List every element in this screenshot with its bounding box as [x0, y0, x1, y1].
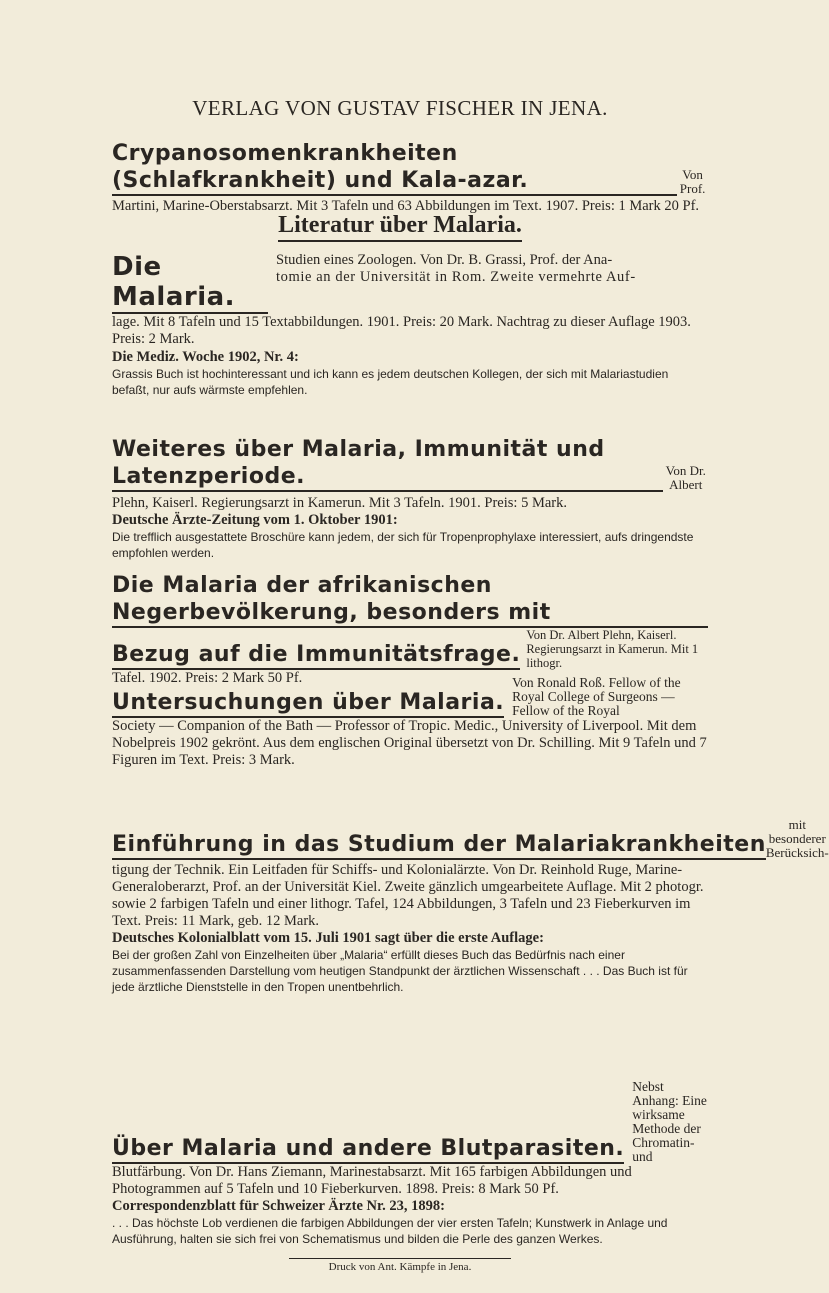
review-source: Deutsches Kolonialblatt vom 15. Juli 1901 sagt über die erste Auflage:	[112, 930, 544, 946]
review-text: Grassis Buch ist hochinteressant und ich kann es jedem deutschen Kollegen, der sich mit Malariastudien befaßt, nur aufs wärmste empfehlen.	[112, 367, 669, 397]
review-source: Deutsche Ärzte-Zeitung vom 1. Oktober 1901:	[112, 512, 398, 528]
printer-footer-text: Druck von Ant. Kämpfe in Jena.	[289, 1258, 512, 1273]
review-text: . . . Das höchste Lob verdienen die farbigen Abbildungen der vier ersten Tafeln; Kunstwerk in Anlage und Ausführung, halten sie sich frei von Schematismus und bilden die Perle des ganzen Werkes.	[112, 1216, 668, 1246]
entry-body: Blutfärbung. Von Dr. Hans Ziemann, Marinestabsarzt. Mit 165 farbigen Abbildungen und Photogrammen auf 5 Tafeln und 10 Fieberkurven. 1898. Preis: 8 Mark 50 Pf.	[112, 1164, 632, 1197]
entry-side-text: Von Dr. Albert	[665, 463, 706, 492]
entry-trypanosomen	[112, 140, 708, 215]
entry-title: Weiteres über Malaria, Immunität und Latenzperiode.	[112, 436, 663, 492]
entry-title: Crypanosomenkrankheiten (Schlafkrankheit) und Kala-azar.	[112, 140, 677, 196]
entry-plehn-weiteres	[112, 436, 708, 561]
review-text: Bei der großen Zahl von Einzelheiten über „Malaria“ erfüllt dieses Buch das Bedürfnis nach einer zusammenfassenden Darstellung vom heutigen Standpunkt der ärztlichen Wissenschaft . . . Das Buch ist für jede ärztliche Dienststelle in den Tropen unentbehrlich.	[112, 948, 688, 994]
review-source: Die Mediz. Woche 1902, Nr. 4:	[112, 349, 299, 365]
entry-side-text: Nebst Anhang: Eine wirksame Methode der Chromatin- und	[632, 1079, 707, 1164]
publisher-header: VERLAG VON GUSTAV FISCHER IN JENA.	[192, 96, 608, 120]
entry-side-text: Von Ronald Roß. Fellow of the Royal College of Surgeons — Fellow of the Royal	[512, 675, 681, 718]
entry-title: Die Malaria.	[112, 252, 268, 314]
entry-side-text: Von Prof.	[679, 167, 706, 196]
entry-ruge	[112, 817, 829, 995]
entry-body: Plehn, Kaiserl. Regierungsarzt in Kamerun. Mit 3 Tafeln. 1901. Preis: 5 Mark.	[112, 495, 567, 511]
entry-title: Über Malaria und andere Blutparasiten.	[112, 1135, 624, 1164]
section-title	[0, 212, 800, 239]
entry-side-text: mit besonderer Berücksich-	[765, 817, 829, 860]
entry-title: Untersuchungen über Malaria.	[112, 689, 504, 718]
entry-body: lage. Mit 8 Tafeln und 15 Textabbildungen. 1901. Preis: 20 Mark. Nachtrag zu dieser Auflage 1903. Preis: 2 Mark.	[112, 314, 691, 347]
entry-body: Tafel. 1902. Preis: 2 Mark 50 Pf.	[112, 670, 303, 686]
printer-footer	[0, 1261, 800, 1273]
entry-ross	[112, 676, 708, 769]
entry-side-line-2: tomie an der Universität in Rom. Zweite vermehrte Auf-	[276, 269, 636, 285]
entry-title-line-2: Bezug auf die Immunitätsfrage.	[112, 641, 520, 670]
entry-side-text	[276, 252, 636, 314]
entry-ziemann	[112, 1080, 708, 1247]
review-text: Die trefflich ausgestattete Broschüre kann jedem, der sich für Tropenprophylaxe interessiert, aufs dringendste empfohlen werden.	[112, 530, 694, 560]
entry-side-text: Von Dr. Albert Plehn, Kaiserl. Regierungsarzt in Kamerun. Mit 1 lithogr.	[526, 628, 699, 670]
entry-side-line-1: Studien eines Zoologen. Von Dr. B. Grassi, Prof. der Ana-	[276, 252, 613, 268]
entry-plehn-negerbevoelkerung	[112, 572, 708, 687]
entry-body: Martini, Marine-Oberstabsarzt. Mit 3 Tafeln und 63 Abbildungen im Text. 1907. Preis: 1 Mark 20 Pf.	[112, 198, 700, 214]
section-title-text: Literatur über Malaria.	[278, 212, 522, 242]
entry-body: tigung der Technik. Ein Leitfaden für Schiffs- und Kolonialärzte. Von Dr. Reinhold Ruge, Marine-Generaloberarzt, Prof. an der Universität Kiel. Zweite gänzlich umgearbeitete Auflage. Mit 2 photogr. sowie 2 farbigen Tafeln und einer lithogr. Tafel, 124 Abbildungen, 3 Tafeln und 23 Fieberkurven im Text. Preis: 11 Mark, geb. 12 Mark.	[112, 862, 704, 929]
review-source: Correspondenzblatt für Schweizer Ärzte Nr. 23, 1898:	[112, 1198, 445, 1214]
entry-grassi	[112, 252, 708, 398]
entry-title-line-1: Die Malaria der afrikanischen Negerbevölkerung, besonders mit	[112, 572, 708, 628]
entry-title: Einführung in das Studium der Malariakrankheiten	[112, 831, 766, 860]
entry-body: Society — Companion of the Bath — Professor of Tropic. Medic., University of Liverpool. Mit dem Nobelpreis 1902 gekrönt. Aus dem englischen Original übersetzt von Dr. Schilling. Mit 9 Tafeln und 7 Figuren im Text. Preis: 3 Mark.	[112, 718, 707, 768]
